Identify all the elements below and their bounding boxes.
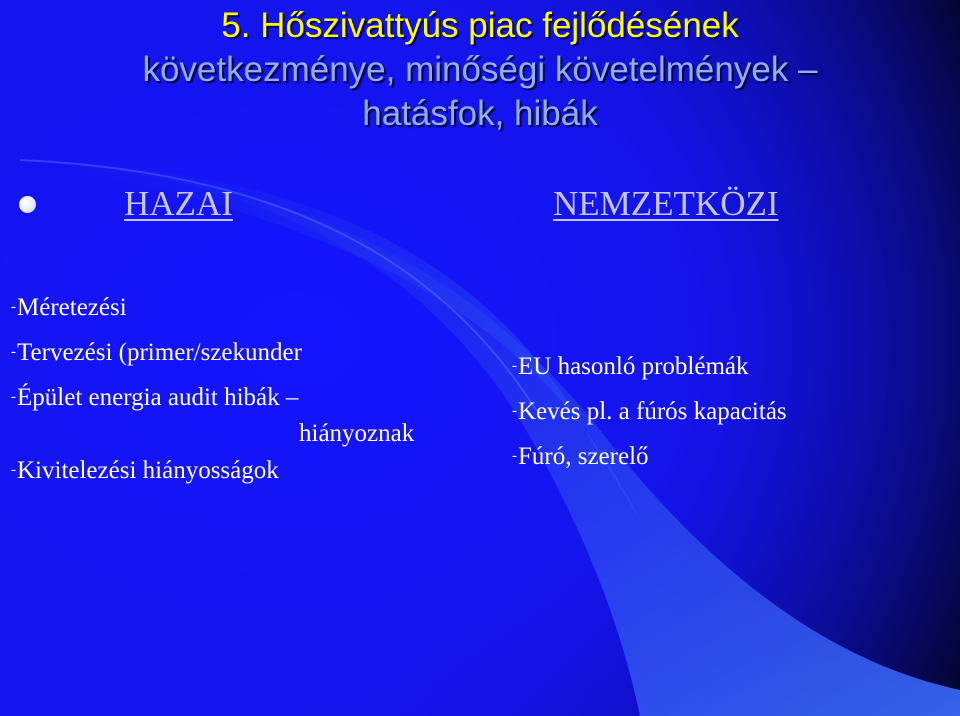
slide-title bbox=[0, 4, 960, 136]
list-item: -Kivitelezési hiányosságok bbox=[11, 457, 279, 484]
title-line-1: 5. Hőszivattyús piac fejlődésének bbox=[221, 6, 739, 45]
title-line-2: következménye, minőségi követelmények – bbox=[142, 50, 818, 89]
title-line-3: hatásfok, hibák bbox=[362, 94, 598, 133]
list-item: -Kevés pl. a fúrós kapacitás bbox=[512, 398, 787, 425]
left-list bbox=[11, 292, 414, 486]
list-item: -Tervezési (primer/szekunder bbox=[11, 339, 302, 366]
list-item: -EU hasonló problémák bbox=[512, 353, 749, 380]
list-item: -Fúró, szerelő bbox=[512, 443, 649, 470]
list-item-continuation: hiányoznak bbox=[299, 420, 415, 447]
list-item: -Épület energia audit hibák – bbox=[11, 384, 299, 411]
bullet-icon bbox=[19, 196, 36, 213]
heading-nemzetkozi: NEMZETKÖZI bbox=[553, 184, 779, 223]
right-list bbox=[512, 351, 787, 472]
list-item: -Méretezési bbox=[11, 294, 127, 321]
heading-hazai: HAZAI bbox=[124, 184, 233, 223]
